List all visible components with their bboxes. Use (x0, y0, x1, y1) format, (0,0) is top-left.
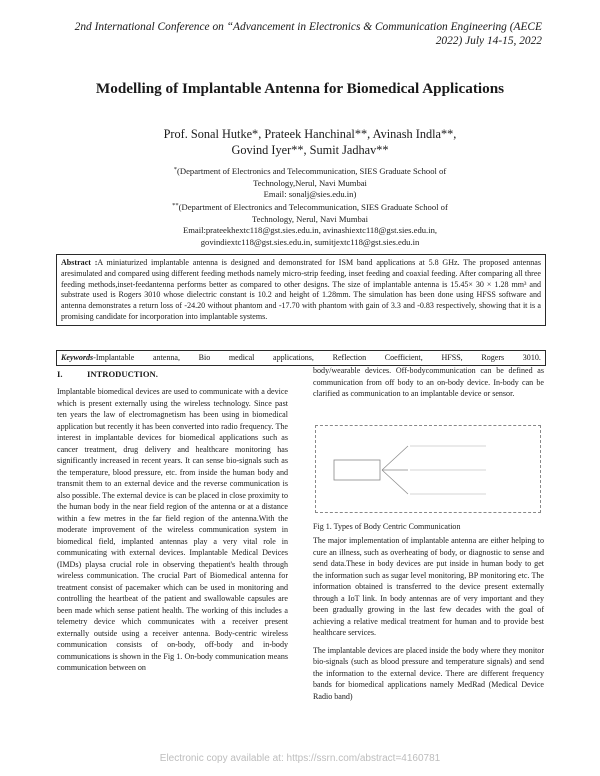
diagram-branch-line (382, 470, 408, 494)
figure-1-caption: Fig 1. Types of Body Centric Communication (313, 522, 461, 531)
affiliation-1-email: Email: sonalj@sies.edu.in) (263, 189, 357, 200)
keyword: 3010. (522, 353, 541, 362)
abstract-label: Abstract : (61, 258, 98, 267)
authors-line1: Prof. Sonal Hutke*, Prateek Hanchinal**, Avinash Indla**, (163, 127, 457, 141)
diagram-branch-line (382, 446, 408, 470)
section-title: INTRODUCTION. (87, 369, 158, 379)
right-column-bottom (313, 535, 544, 702)
intro-paragraph-2: body/wearable devices. Off-bodycommunication can be defined as communication from off body to an on-body device. In-body can be clarified as communication to an implantable device or sensor. (313, 366, 544, 398)
paper-title: Modelling of Implantable Antenna for Biomedical Applications (95, 80, 505, 97)
affiliation-1 (150, 166, 470, 201)
affiliation-2-line2: Technology, Nerul, Navi Mumbai (251, 213, 369, 224)
section-number: I. (57, 369, 63, 379)
keyword: Reflection (332, 353, 367, 362)
left-column (57, 386, 288, 674)
intro-paragraph-4: The implantable devices are placed inside the body where they monitor bio-signals (such as blood pressure and temperature signals) and send the information to the external device. There are different frequency bands for biomedical applications namely MedRad (Medical Device Radio band) (313, 645, 544, 701)
authors-line2: Govind Iyer**, Sumit Jadhav** (231, 143, 389, 157)
body-centric-diagram (316, 426, 540, 512)
keyword: Rogers (481, 353, 505, 362)
affiliation-2 (150, 202, 470, 248)
keywords-label: Keywords- (61, 353, 96, 362)
keywords-box (56, 350, 546, 366)
figure-1 (315, 425, 541, 513)
section-heading (57, 369, 158, 379)
conference-header-line1: 2nd International Conference on “Advancement in Electronics & Communication Engineering (AECE (74, 21, 542, 33)
affiliation-2-email1: Email:prateekhextc118@gst.sies.edu.in, avinashiextc118@gst.sies.edu.in, (182, 225, 438, 236)
keyword: HFSS, (441, 353, 463, 362)
affiliation-2-line1: (Department of Electronics and Telecommunication, SIES Graduate School of (178, 202, 448, 212)
keyword: applications, (273, 353, 314, 362)
right-column-top (313, 365, 544, 400)
intro-paragraph-3: The major implementation of implantable antenna are either helping to cure an illness, such as overheating of body, or diagnostic to sense and send data.These in body devices are put inside in human body to get the information such as sugar level monitoring, BP monitoring etc. The information obtained is transferred to the device present externally through a IoT link. In body antennas are of very important and they been gradually growing in the last few decades with the goal of achieving a relative medical treatment for human and to provide best healthcare services. (313, 536, 544, 637)
keyword: Coefficient, (384, 353, 423, 362)
conference-header (62, 20, 542, 48)
affiliation-2-mark: ** (172, 202, 179, 209)
authors (140, 126, 480, 158)
intro-paragraph-1: Implantable biomedical devices are used to communicate with a device which is present externally using the wireless technology. Since past ten years the law of electromagnetism has been using in biomedical application but recently it has been converted into radio frequency. The interest in implantable devices for biomedical applications such as cancer treatment, drug delivery and healthcare monitoring has significantly increased in recent years. It can sense bio-signals such as the temperature, blood pressure, etc. from inside the human body and transmit them to an external device and the reverse communication is also possible. The external device is can be placed in close proximity to the human body in the near field region of the antenna or at a distance within a few metres in the far field region of the antenna.With the moderate improvement of the wireless communication system in biomedical field, implanted antennas play a very vital role in communicating with external devices. Implantable Medical Devices (IMDs) playsa crucial role in observing thepatient's health through wireless communication. The crucial Part of Biomedical antenna for treatment consist of pacemaker which can be used in monitoring and controlling the heartbeat of the patient and swallowable capsules are been made which sense patient health. The working of this includes a telemetry device which communicates with a receiver present externally outside using a receiver antenna. Body-centric wireless communication consists of on-body, off-body and in-body communications is shown in the Fig 1. On-body communication means communication between on (57, 387, 288, 672)
keyword: medical (228, 353, 255, 362)
keyword: Implantable (95, 353, 135, 362)
conference-header-line2: 2022) July 14-15, 2022 (435, 35, 542, 47)
keyword: Bio (198, 353, 211, 362)
diagram-central-box (334, 460, 380, 480)
affiliation-1-line1: (Department of Electronics and Telecommunication, SIES Graduate School of (177, 166, 447, 176)
abstract-box (56, 254, 546, 326)
affiliation-2-email2: govindiextc118@gst.sies.edu.in, sumitjextc118@gst.sies.edu.in (200, 236, 420, 247)
affiliation-1-mark: * (173, 166, 178, 173)
abstract-text: A miniaturized implantable antenna is designed and demonstrated for ISM band applications at 5.8 GHz. The proposed antennas aresimulated and compared using different feeding methods namely micro-strip feeding, inset feeding and coaxial feeding. After comparing all three feeding methods,inset-feedantenna performs better as compared to other designs. The size of implantable antenna is 15.45× 30 × 1.28 mm³ and substrate used is Rogers 3010 whose dielectric constant is 10.2 and height of 1.28mm. The simulation has been done using HFSS software and antenna demonstrates a return loss of -24.20 without phantom and -17.70 with phantom with gain of 3.3 and -0.83 respectively, showing that it is a promising candidate for incorporation into implantable systems. (61, 258, 541, 321)
affiliation-1-line2: Technology,Nerul, Navi Mumbai (253, 177, 367, 188)
ssrn-footer: Electronic copy available at: https://ssrn.com/abstract=4160781 (159, 753, 441, 764)
keyword: antenna, (152, 353, 180, 362)
